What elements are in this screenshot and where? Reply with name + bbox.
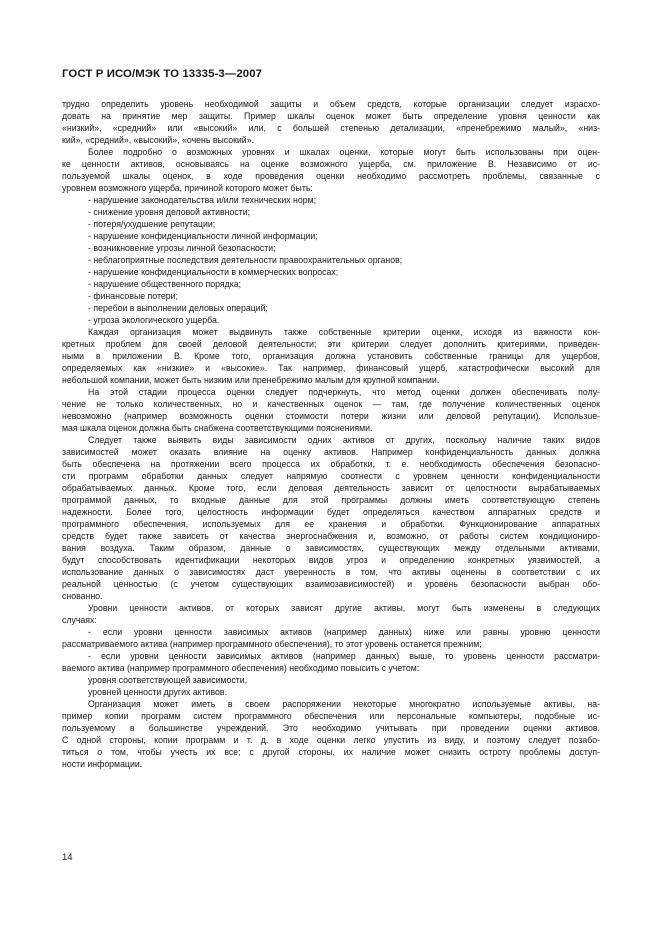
text-line: Организация может иметь в своем распоряжении некоторые многократно используемые активы, на- (88, 699, 600, 709)
text-line: ке ценности активов, основываясь на оценке возможного ущерба, см. приложение В. Независимо от ис- (62, 159, 600, 169)
text-line: С одной стороны, копии программ и т. д. в ходе оценки легко упустить из виду, и поэтому следует позабо- (62, 735, 600, 745)
text-line: использование данных о зависимостях даст уверенность в том, что активы оценены в соответствии с их (62, 567, 600, 577)
text-line: быть обеспечена на протяжении всего процесса их обработки, т. е. необходимость обеспечения безопасно- (62, 459, 600, 469)
text-line: кретных проблем для своей деловой деятельности; эти критерии следует дополнить критериями, приведен- (62, 339, 600, 349)
text-line: - финансовые потери; (88, 291, 178, 301)
text-line: надежности. Более того, целостность информации будет определяться качеством аппаратных средств и (62, 507, 600, 517)
text-line: - нарушение конфиденциальности в коммерческих вопросах; (88, 267, 339, 277)
document-body (62, 98, 600, 770)
text-line: небольшой компании, может быть низким или пренебрежимо малым для крупной компании. (62, 375, 440, 385)
text-line: вания воздуха. Таким образом, данные о зависимостях, существующих между отдельными активами, (62, 543, 600, 553)
text-line: средств будет также зависеть от качества энергоснабжения и, возможно, от работы систем кондициониро- (62, 531, 600, 541)
text-line: уровнем возможного ущерба, причиной которого может быть: (62, 183, 313, 193)
text-line: пользуемому в большинстве учреждений. Это необходимо учитывать при проведении оценки активов. (62, 723, 600, 733)
text-line: рассматриваемого актива (например программного обеспечения), то этот уровень останется прежним; (62, 639, 482, 649)
text-line: - потеря/ухудшение репутации; (88, 219, 216, 229)
text-line: трудно определить уровень необходимой защиты и объем средств, которые организации следует израсхо- (62, 99, 600, 109)
text-line: титься о том, чтобы учесть их все; с другой стороны, их наличие может снизить остроту проблемы доступ- (62, 747, 600, 757)
text-line: - если уровни ценности зависимых активов (например данных) ниже или равны уровню ценности (88, 627, 600, 637)
text-line: - если уровни ценности зависимых активов (например данных) выше, то уровень ценности рассматри- (88, 651, 600, 661)
text-line: уровней ценности других активов. (88, 687, 228, 697)
text-line: - нарушение общественного порядка; (88, 279, 242, 289)
text-line: Следует также выявить виды зависимости одних активов от других, поскольку наличие таких видов (88, 435, 600, 445)
text-line: реальной ценностью (с учетом существующих взаимозависимостей) и уровень безопасности выбран обо- (62, 579, 600, 589)
text-line: пример копии программ систем программного обеспечения или персональные компьютеры, подобные ис- (62, 711, 600, 721)
text-line: обрабатываемых данных. Кроме того, если деловая деятельность зависит от целостности вырабатываемых (62, 483, 600, 493)
text-line: программного обеспечения, используемых для ее хранения и обработки. Функционирование аппаратных (62, 519, 600, 529)
text-line: На этой стадии процесса оценки следует подчеркнуть, что метод оценки должен обеспечивать полу- (88, 387, 600, 397)
text-line: - перебои в выполнении деловых операций; (88, 303, 268, 313)
text-line: ными в приложении В. Кроме того, организация должна установить собственные границы для ущербов, (62, 351, 600, 361)
document-header: ГОСТ Р ИСО/МЭК ТО 13335-3—2007 (62, 68, 263, 80)
text-line: чение не только количественных, но и качественных оценок — там, где получение количественных оценок (62, 399, 600, 409)
text-line: зависимостей может оказать влияние на оценку активов. Например конфиденциальность данных должна (62, 447, 600, 457)
text-line: Каждая организация может выдвинуть также собственные критерии оценки, исходя из важности кон- (88, 327, 600, 337)
text-line: «низкий», «средний» или «высокий» или, с большей степенью детализации, «пренебрежимо малый», «низ- (62, 123, 600, 133)
text-line: уровня соответствующей зависимости, (88, 675, 248, 685)
text-line: - угроза экологического ущерба. (88, 315, 220, 325)
text-line: пользуемой шкалы оценок, в ходе проведения оценки необходимо рассмотреть проблемы, связанные с (62, 171, 600, 181)
text-line: Более подробно о возможных уровнях и шкалах оценки, которые могут быть использованы при оцен- (88, 147, 600, 157)
text-line: будут способствовать идентификации некоторых видов угроз и определению конкретных уязвимостей, а (62, 555, 600, 565)
text-line: - нарушение законодательства и/или технических норм; (88, 195, 317, 205)
text-line: мая шкала оценок должна быть снабжена соответствующими пояснениями. (62, 423, 373, 433)
page-number: 14 (62, 852, 73, 863)
text-line: - неблагоприятные последствия деятельности правоохранительных органов; (88, 255, 403, 265)
text-line: программой данных, то входные данные для этой программы должны иметь соответствующую степень (62, 495, 600, 505)
text-line: сти программ обработки данных следует напрямую соотнести с уровнем ценности конфиденциальности (62, 471, 600, 481)
text-line: - возникновение угрозы личной безопасности; (88, 243, 276, 253)
text-line: случаях: (62, 615, 97, 625)
text-line: - нарушение конфиденциальности личной информации; (88, 231, 318, 241)
text-line: определяемых как «низкие» и «высокие». Так например, финансовый ущерб, катастрофически высокий для (62, 363, 600, 373)
text-line: кий», «средний», «высокий», «очень высокий». (62, 135, 254, 145)
text-line: снованно. (62, 591, 103, 601)
text-line: довать на принятие мер защиты. Пример шкалы оценок может быть определение уровня ценности как (62, 111, 600, 121)
text-line: ваемого актива (например программного обеспечения) необходимо повысить с учетом: (62, 663, 420, 673)
text-line: Уровни ценности активов, от которых зависят другие активы, могут быть изменены в следующих (88, 603, 600, 613)
text-line: ности информации. (62, 759, 143, 769)
text-line: - снижение уровня деловой активности; (88, 207, 251, 217)
text-line: невозможно (например возможность оценки стоимости потери жизни или деловой репутации). Использue- (62, 411, 600, 421)
